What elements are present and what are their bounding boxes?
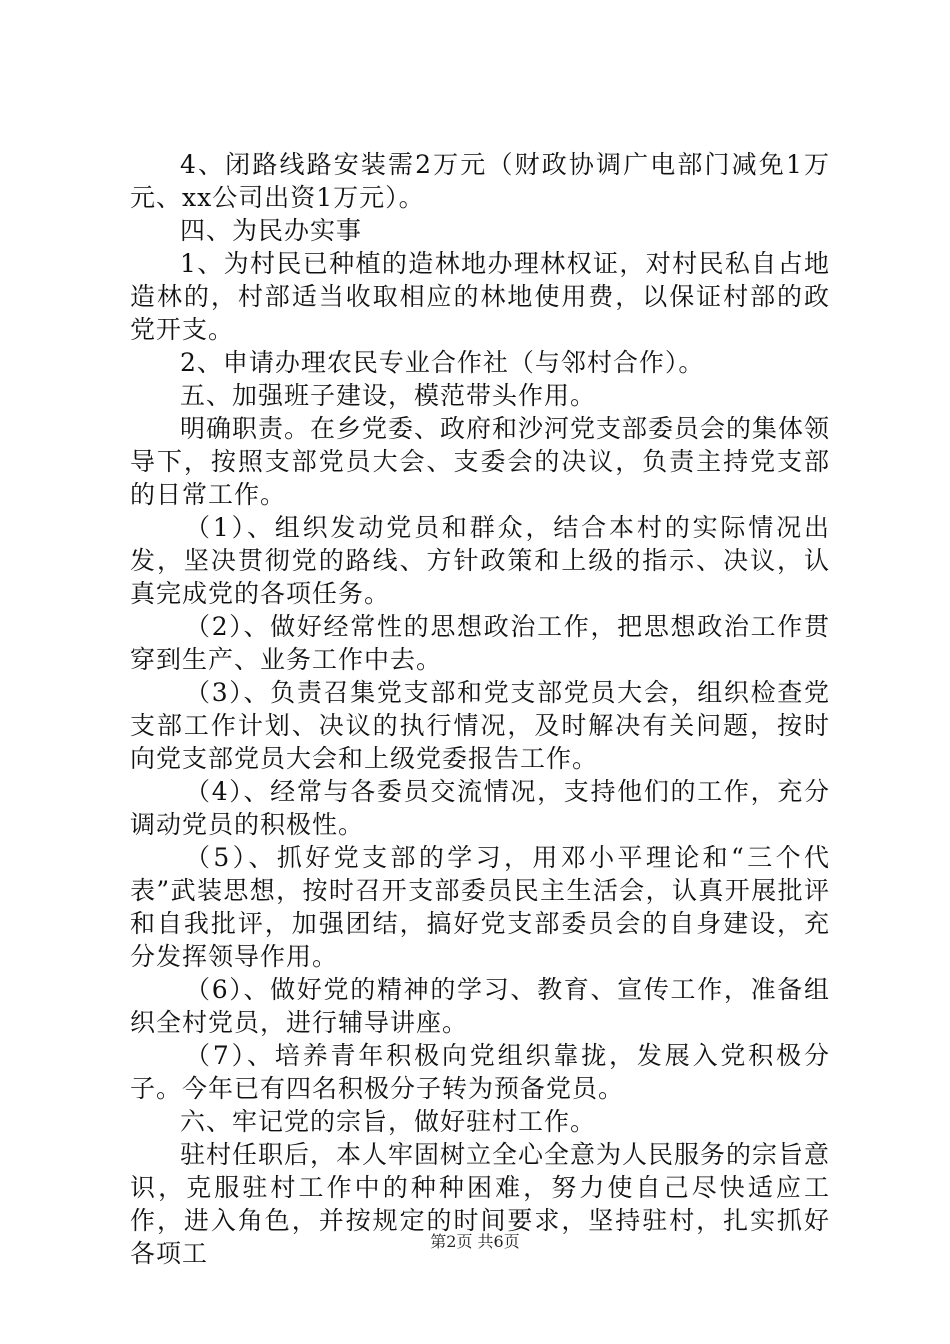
section-heading-6: 六、牢记党的宗旨，做好驻村工作。: [180, 1107, 597, 1136]
paragraph-item-1-forest-certificate: 1、为村民已种植的造林地办理林权证，对村民私自占地造林的，村部适当收取相应的林地使用费，以保证村部的政党开支。: [130, 249, 830, 344]
paragraph-item-2-cooperative: 2、申请办理农民专业合作社（与邻村合作）。: [180, 348, 705, 377]
paragraph-duty-4: （4）、经常与各委员交流情况，支持他们的工作，充分调动党员的积极性。: [130, 777, 830, 839]
section-heading-5: 五、加强班子建设，模范带头作用。: [180, 381, 597, 410]
section-heading-4: 四、为民办实事: [180, 216, 363, 245]
document-body: [130, 148, 830, 1270]
page-number-footer: 第2页 共6页: [430, 1232, 520, 1251]
paragraph-village-work: 驻村任职后，本人牢固树立全心全意为人民服务的宗旨意识，克服驻村工作中的种种困难，努力使自己尽快适应工作，进入角色，并按规定的时间要求，坚持驻村，扎实抓好各项工: [130, 1140, 831, 1268]
paragraph-duty-6: （6）、做好党的精神的学习、教育、宣传工作，准备组织全村党员，进行辅导讲座。: [130, 975, 830, 1037]
paragraph-duty-2: （2）、做好经常性的思想政治工作，把思想政治工作贯穿到生产、业务工作中去。: [130, 612, 830, 674]
paragraph-duty-5: （5）、抓好党支部的学习，用邓小平理论和“三个代表”武装思想，按时召开支部委员民主生活会，认真开展批评和自我批评，加强团结，搞好党支部委员会的自身建设，充分发挥领导作用。: [130, 843, 830, 971]
paragraph-duty-1: （1）、组织发动党员和群众，结合本村的实际情况出发，坚决贯彻党的路线、方针政策和上级的指示、决议，认真完成党的各项任务。: [130, 513, 830, 608]
paragraph-item-4-cctv: 4、闭路线路安装需2万元（财政协调广电部门减免1万元、xx公司出资1万元）。: [130, 150, 830, 212]
paragraph-duty-3: （3）、负责召集党支部和党支部党员大会，组织检查党支部工作计划、决议的执行情况，及时解决有关问题，按时向党支部党员大会和上级党委报告工作。: [130, 678, 830, 773]
paragraph-duty-7: （7）、培养青年积极向党组织靠拢，发展入党积极分子。今年已有四名积极分子转为预备党员。: [130, 1041, 830, 1103]
paragraph-clear-duties: 明确职责。在乡党委、政府和沙河党支部委员会的集体领导下，按照支部党员大会、支委会的决议，负责主持党支部的日常工作。: [130, 414, 831, 509]
